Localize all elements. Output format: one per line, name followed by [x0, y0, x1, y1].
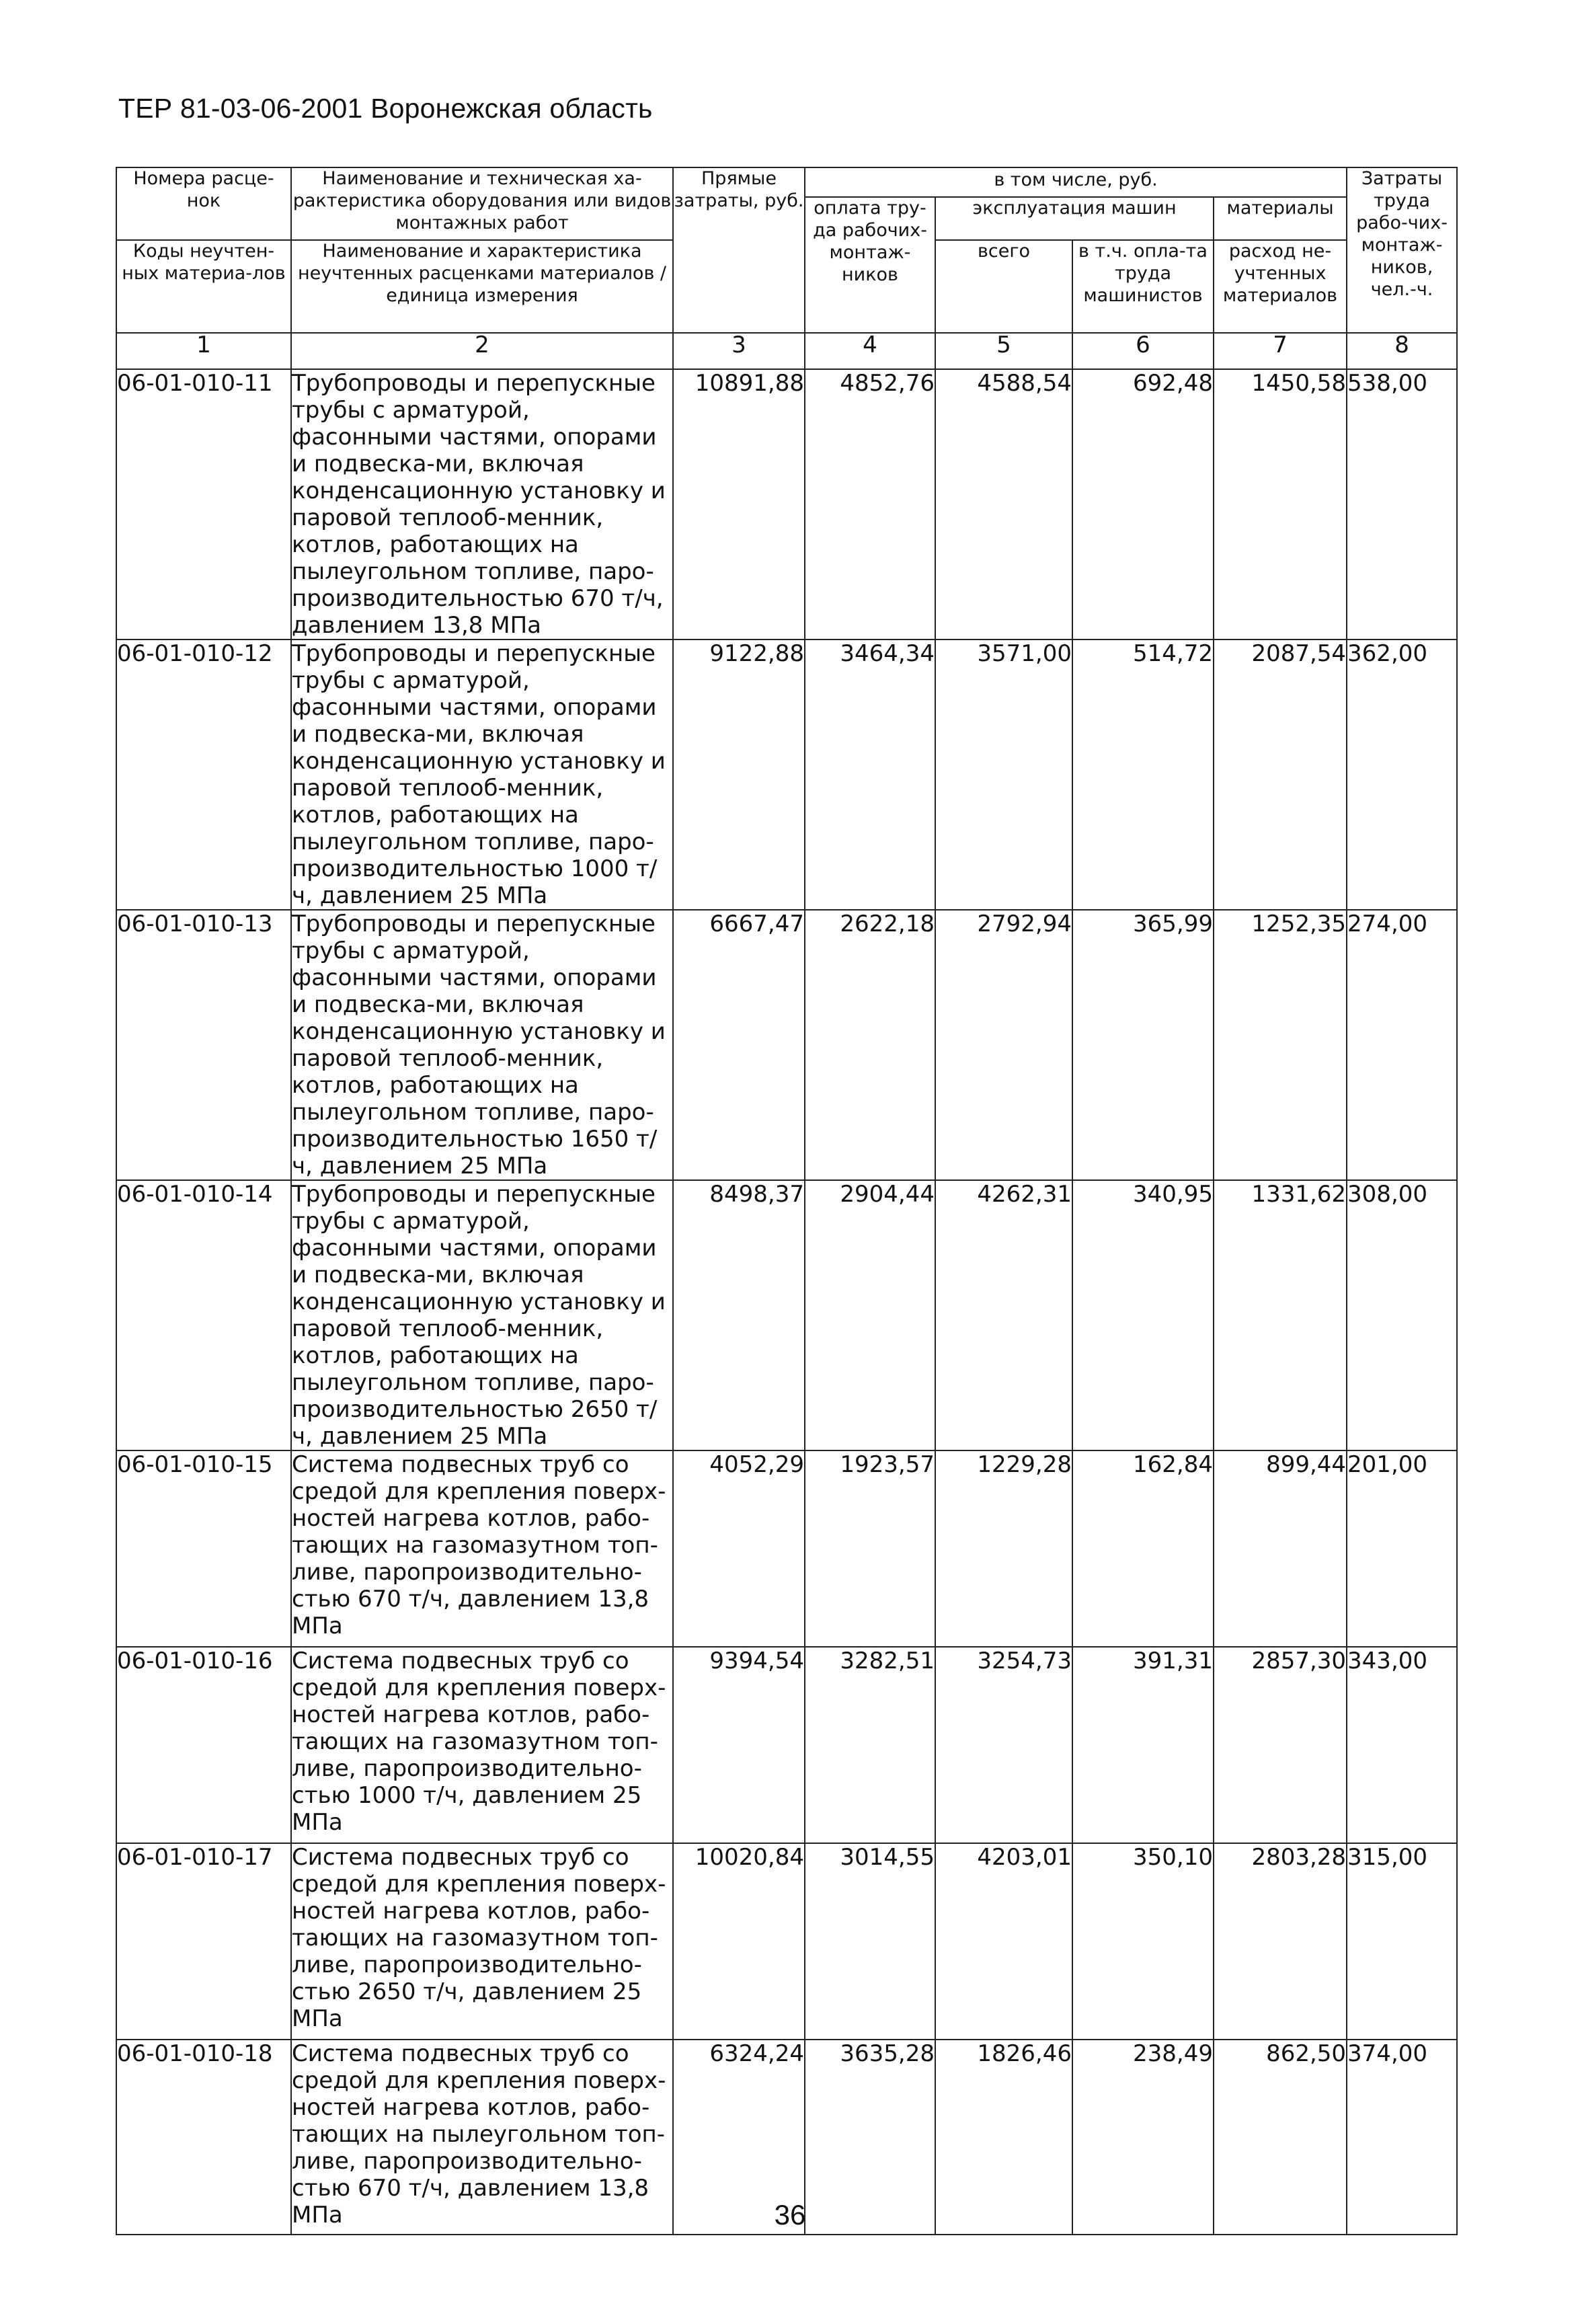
machinist-pay-value: 238,49 — [1072, 2040, 1214, 2235]
header-unaccounted-codes: Коды неучтен-ных материа-лов — [116, 240, 291, 333]
header-name-equipment: Наименование и техническая ха-рактеристика оборудования или видов монтажных работ — [291, 167, 673, 240]
page-number: 36 — [774, 2199, 806, 2231]
column-number: 3 — [673, 333, 805, 369]
labor-costs-value: 374,00 — [1347, 2040, 1457, 2235]
machinist-pay-value: 162,84 — [1072, 1450, 1214, 1647]
rate-code: 06-01-010-11 — [116, 369, 291, 640]
machine-total-value: 4203,01 — [935, 1843, 1072, 2040]
machinist-pay-value: 692,48 — [1072, 369, 1214, 640]
rate-name: Трубопроводы и перепускные трубы с арматурой, фасонными частями, опорами и подвеска-ми, включая конденсационную установку и паровой теплооб-менник, котлов, работающих на пылеугольном топливе, паро-производительностью 2650 т/ч, давлением 25 МПа — [291, 1180, 673, 1450]
rate-name: Система подвесных труб со средой для крепления поверх-ностей нагрева котлов, рабо-тающих на газомазутном топ-ливе, паропроизводительно-стью 1000 т/ч, давлением 25 МПа — [291, 1647, 673, 1843]
column-number: 6 — [1072, 333, 1214, 369]
header-worker-pay: оплата тру-да рабочих-монтаж-ников — [805, 197, 935, 333]
direct-costs-value: 10020,84 — [673, 1843, 805, 2040]
machine-total-value: 2792,94 — [935, 910, 1072, 1180]
document-title: ТЕР 81-03-06-2001 Воронежская область — [118, 93, 653, 124]
labor-costs-value: 308,00 — [1347, 1180, 1457, 1450]
materials-value: 2087,54 — [1214, 640, 1347, 910]
machinist-pay-value: 365,99 — [1072, 910, 1214, 1180]
rate-code: 06-01-010-15 — [116, 1450, 291, 1647]
labor-costs-value: 343,00 — [1347, 1647, 1457, 1843]
column-number: 8 — [1347, 333, 1457, 369]
header-machine-total: всего — [935, 240, 1072, 333]
materials-value: 2857,30 — [1214, 1647, 1347, 1843]
materials-value: 862,50 — [1214, 2040, 1347, 2235]
header-including: в том числе, руб. — [805, 167, 1347, 197]
machine-total-value: 3571,00 — [935, 640, 1072, 910]
rates-table — [116, 167, 1458, 2235]
rate-code: 06-01-010-16 — [116, 1647, 291, 1843]
table-header — [116, 167, 1457, 369]
header-direct-costs: Прямые затраты, руб. — [673, 167, 805, 333]
labor-costs-value: 315,00 — [1347, 1843, 1457, 2040]
labor-costs-value: 362,00 — [1347, 640, 1457, 910]
column-number: 5 — [935, 333, 1072, 369]
worker-pay-value: 1923,57 — [805, 1450, 935, 1647]
worker-pay-value: 2622,18 — [805, 910, 935, 1180]
rate-name: Система подвесных труб со средой для крепления поверх-ностей нагрева котлов, рабо-тающих на газомазутном топ-ливе, паропроизводительно-стью 2650 т/ч, давлением 25 МПа — [291, 1843, 673, 2040]
rate-code: 06-01-010-17 — [116, 1843, 291, 2040]
header-unaccounted-consumption: расход не-учтенных материалов — [1214, 240, 1347, 333]
rate-name: Трубопроводы и перепускные трубы с арматурой, фасонными частями, опорами и подвеска-ми, включая конденсационную установку и паровой теплооб-менник, котлов, работающих на пылеугольном топливе, паро-производительностью 1000 т/ч, давлением 25 МПа — [291, 640, 673, 910]
worker-pay-value: 3014,55 — [805, 1843, 935, 2040]
direct-costs-value: 9394,54 — [673, 1647, 805, 1843]
table-row — [116, 1450, 1457, 1647]
rate-name: Трубопроводы и перепускные трубы с арматурой, фасонными частями, опорами и подвеска-ми, включая конденсационную установку и паровой теплооб-менник, котлов, работающих на пылеугольном топливе, паро-производительностью 1650 т/ч, давлением 25 МПа — [291, 910, 673, 1180]
table-row — [116, 1647, 1457, 1843]
labor-costs-value: 538,00 — [1347, 369, 1457, 640]
rate-code: 06-01-010-14 — [116, 1180, 291, 1450]
rate-name: Система подвесных труб со средой для крепления поверх-ностей нагрева котлов, рабо-тающих на пылеугольном топ-ливе, паропроизводительно-стью 670 т/ч, давлением 13,8 МПа — [291, 2040, 673, 2235]
header-machine-operation: эксплуатация машин — [935, 197, 1214, 240]
labor-costs-value: 201,00 — [1347, 1450, 1457, 1647]
column-number: 1 — [116, 333, 291, 369]
materials-value: 1450,58 — [1214, 369, 1347, 640]
materials-value: 2803,28 — [1214, 1843, 1347, 2040]
table-row — [116, 1843, 1457, 2040]
table-row — [116, 369, 1457, 640]
worker-pay-value: 3464,34 — [805, 640, 935, 910]
machine-total-value: 4262,31 — [935, 1180, 1072, 1450]
column-number-row — [116, 333, 1457, 369]
column-number: 2 — [291, 333, 673, 369]
worker-pay-value: 3282,51 — [805, 1647, 935, 1843]
direct-costs-value: 4052,29 — [673, 1450, 805, 1647]
machine-total-value: 4588,54 — [935, 369, 1072, 640]
table-row — [116, 640, 1457, 910]
direct-costs-value: 6667,47 — [673, 910, 805, 1180]
rate-code: 06-01-010-18 — [116, 2040, 291, 2235]
direct-costs-value: 6324,24 — [673, 2040, 805, 2235]
rate-code: 06-01-010-12 — [116, 640, 291, 910]
direct-costs-value: 10891,88 — [673, 369, 805, 640]
header-unaccounted-name: Наименование и характеристика неучтенных расценками материалов / единица измерения — [291, 240, 673, 333]
table-row — [116, 1180, 1457, 1450]
header-machinist-pay: в т.ч. опла-та труда машинистов — [1072, 240, 1214, 333]
worker-pay-value: 4852,76 — [805, 369, 935, 640]
machinist-pay-value: 340,95 — [1072, 1180, 1214, 1450]
header-materials: материалы — [1214, 197, 1347, 240]
column-number: 7 — [1214, 333, 1347, 369]
machine-total-value: 1229,28 — [935, 1450, 1072, 1647]
direct-costs-value: 8498,37 — [673, 1180, 805, 1450]
machine-total-value: 1826,46 — [935, 2040, 1072, 2235]
rate-code: 06-01-010-13 — [116, 910, 291, 1180]
materials-value: 1331,62 — [1214, 1180, 1347, 1450]
machine-total-value: 3254,73 — [935, 1647, 1072, 1843]
worker-pay-value: 2904,44 — [805, 1180, 935, 1450]
table-body — [116, 369, 1457, 2235]
materials-value: 899,44 — [1214, 1450, 1347, 1647]
machinist-pay-value: 350,10 — [1072, 1843, 1214, 2040]
materials-value: 1252,35 — [1214, 910, 1347, 1180]
rate-name: Система подвесных труб со средой для крепления поверх-ностей нагрева котлов, рабо-тающих на газомазутном топ-ливе, паропроизводительно-стью 670 т/ч, давлением 13,8 МПа — [291, 1450, 673, 1647]
worker-pay-value: 3635,28 — [805, 2040, 935, 2235]
header-rate-numbers: Номера расце-нок — [116, 167, 291, 240]
header-labor-costs: Затраты труда рабо-чих-монтаж-ников, чел.-ч. — [1347, 167, 1457, 333]
rate-name: Трубопроводы и перепускные трубы с арматурой, фасонными частями, опорами и подвеска-ми, включая конденсационную установку и паровой теплооб-менник, котлов, работающих на пылеугольном топливе, паро-производительностью 670 т/ч, давлением 13,8 МПа — [291, 369, 673, 640]
labor-costs-value: 274,00 — [1347, 910, 1457, 1180]
table-row — [116, 910, 1457, 1180]
machinist-pay-value: 391,31 — [1072, 1647, 1214, 1843]
column-number: 4 — [805, 333, 935, 369]
machinist-pay-value: 514,72 — [1072, 640, 1214, 910]
direct-costs-value: 9122,88 — [673, 640, 805, 910]
